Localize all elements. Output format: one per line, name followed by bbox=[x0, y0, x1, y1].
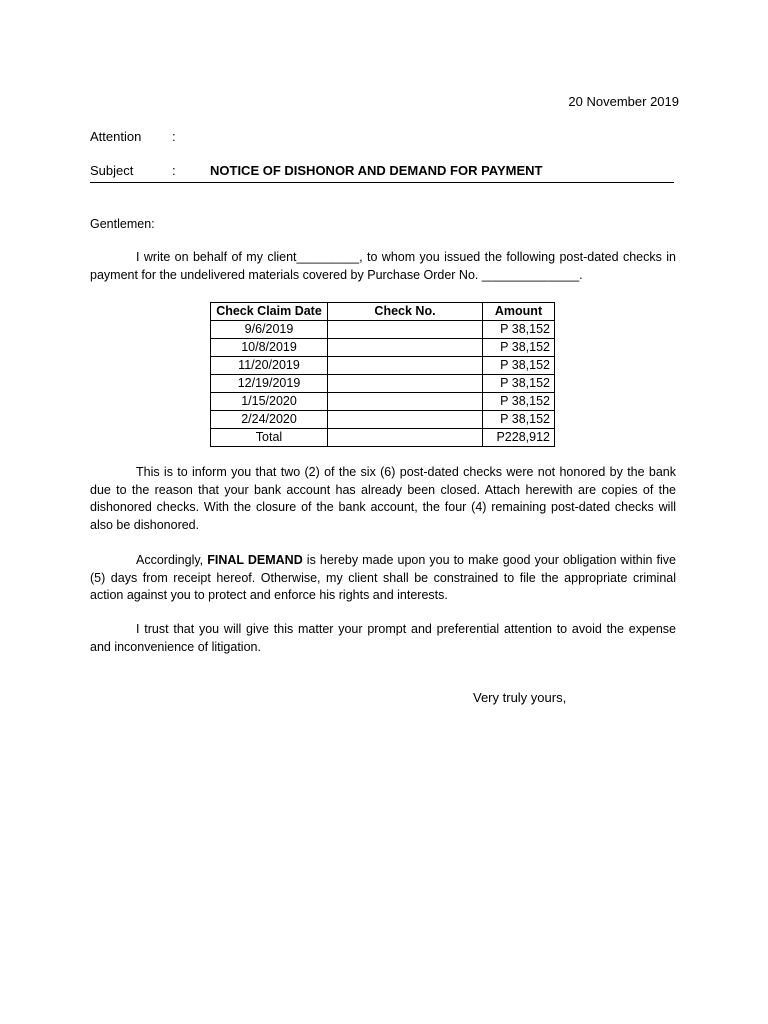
cell-date: 11/20/2019 bbox=[211, 357, 328, 375]
cell-amount: P 38,152 bbox=[483, 375, 555, 393]
salutation: Gentlemen: bbox=[90, 217, 155, 231]
header-amount: Amount bbox=[483, 303, 555, 321]
demand-prefix: Accordingly, bbox=[136, 553, 208, 567]
cell-date: 9/6/2019 bbox=[211, 321, 328, 339]
subject-line bbox=[90, 163, 542, 178]
table-row bbox=[211, 321, 555, 339]
total-amount: P228,912 bbox=[483, 429, 555, 447]
cell-date: 12/19/2019 bbox=[211, 375, 328, 393]
paragraph-intro: I write on behalf of my client_________, to whom you issued the following post-dated checks in payment for the undelivered materials covered by Purchase Order No. ______________. bbox=[90, 250, 676, 282]
cell-check-no bbox=[328, 357, 483, 375]
final-demand-emphasis: FINAL DEMAND bbox=[207, 553, 303, 567]
closing-salutation: Very truly yours, bbox=[473, 690, 567, 705]
cell-amount: P 38,152 bbox=[483, 393, 555, 411]
cell-check-no bbox=[328, 339, 483, 357]
letter-date: 20 November 2019 bbox=[568, 94, 679, 109]
cell-amount: P 38,152 bbox=[483, 339, 555, 357]
subject-colon: : bbox=[172, 163, 176, 178]
attention-colon: : bbox=[172, 129, 176, 144]
attention-line bbox=[90, 129, 210, 144]
paragraph-closing: I trust that you will give this matter your prompt and preferential attention to avoid the expense and inconvenience of litigation. bbox=[90, 622, 676, 654]
table-row bbox=[211, 357, 555, 375]
cell-amount: P 38,152 bbox=[483, 321, 555, 339]
table-total-row bbox=[211, 429, 555, 447]
paragraph-demand bbox=[90, 552, 676, 605]
header-check-no: Check No. bbox=[328, 303, 483, 321]
cell-check-no bbox=[328, 393, 483, 411]
cell-check-no bbox=[328, 321, 483, 339]
cell-check-no bbox=[328, 411, 483, 429]
attention-label: Attention bbox=[90, 129, 142, 144]
cell-date: 2/24/2020 bbox=[211, 411, 328, 429]
table-row bbox=[211, 375, 555, 393]
total-check-no bbox=[328, 429, 483, 447]
table-row bbox=[211, 411, 555, 429]
cell-check-no bbox=[328, 375, 483, 393]
cell-amount: P 38,152 bbox=[483, 357, 555, 375]
cell-amount: P 38,152 bbox=[483, 411, 555, 429]
subject-label: Subject bbox=[90, 163, 134, 178]
table-row bbox=[211, 393, 555, 411]
checks-table bbox=[210, 302, 555, 447]
total-label: Total bbox=[211, 429, 328, 447]
table-row bbox=[211, 339, 555, 357]
demand-suffix: is hereby made upon you to make good your obligation within five (5) days from receipt hereof. Otherwise, my client shall be constrained to file the appropriate criminal action against you to protect and enforce his rights and interests. bbox=[90, 553, 676, 602]
cell-date: 10/8/2019 bbox=[211, 339, 328, 357]
header-check-claim-date: Check Claim Date bbox=[211, 303, 328, 321]
subject-divider bbox=[90, 182, 674, 183]
paragraph-dishonor: This is to inform you that two (2) of the six (6) post-dated checks were not honored by the bank due to the reason that your bank account has already been closed. Attach herewith are copies of the dishonored checks. With the closure of the bank account, the four (4) remaining post-dated checks will also be dishonored. bbox=[90, 465, 676, 532]
cell-date: 1/15/2020 bbox=[211, 393, 328, 411]
subject-value: NOTICE OF DISHONOR AND DEMAND FOR PAYMENT bbox=[210, 163, 543, 178]
table-header-row bbox=[211, 303, 555, 321]
